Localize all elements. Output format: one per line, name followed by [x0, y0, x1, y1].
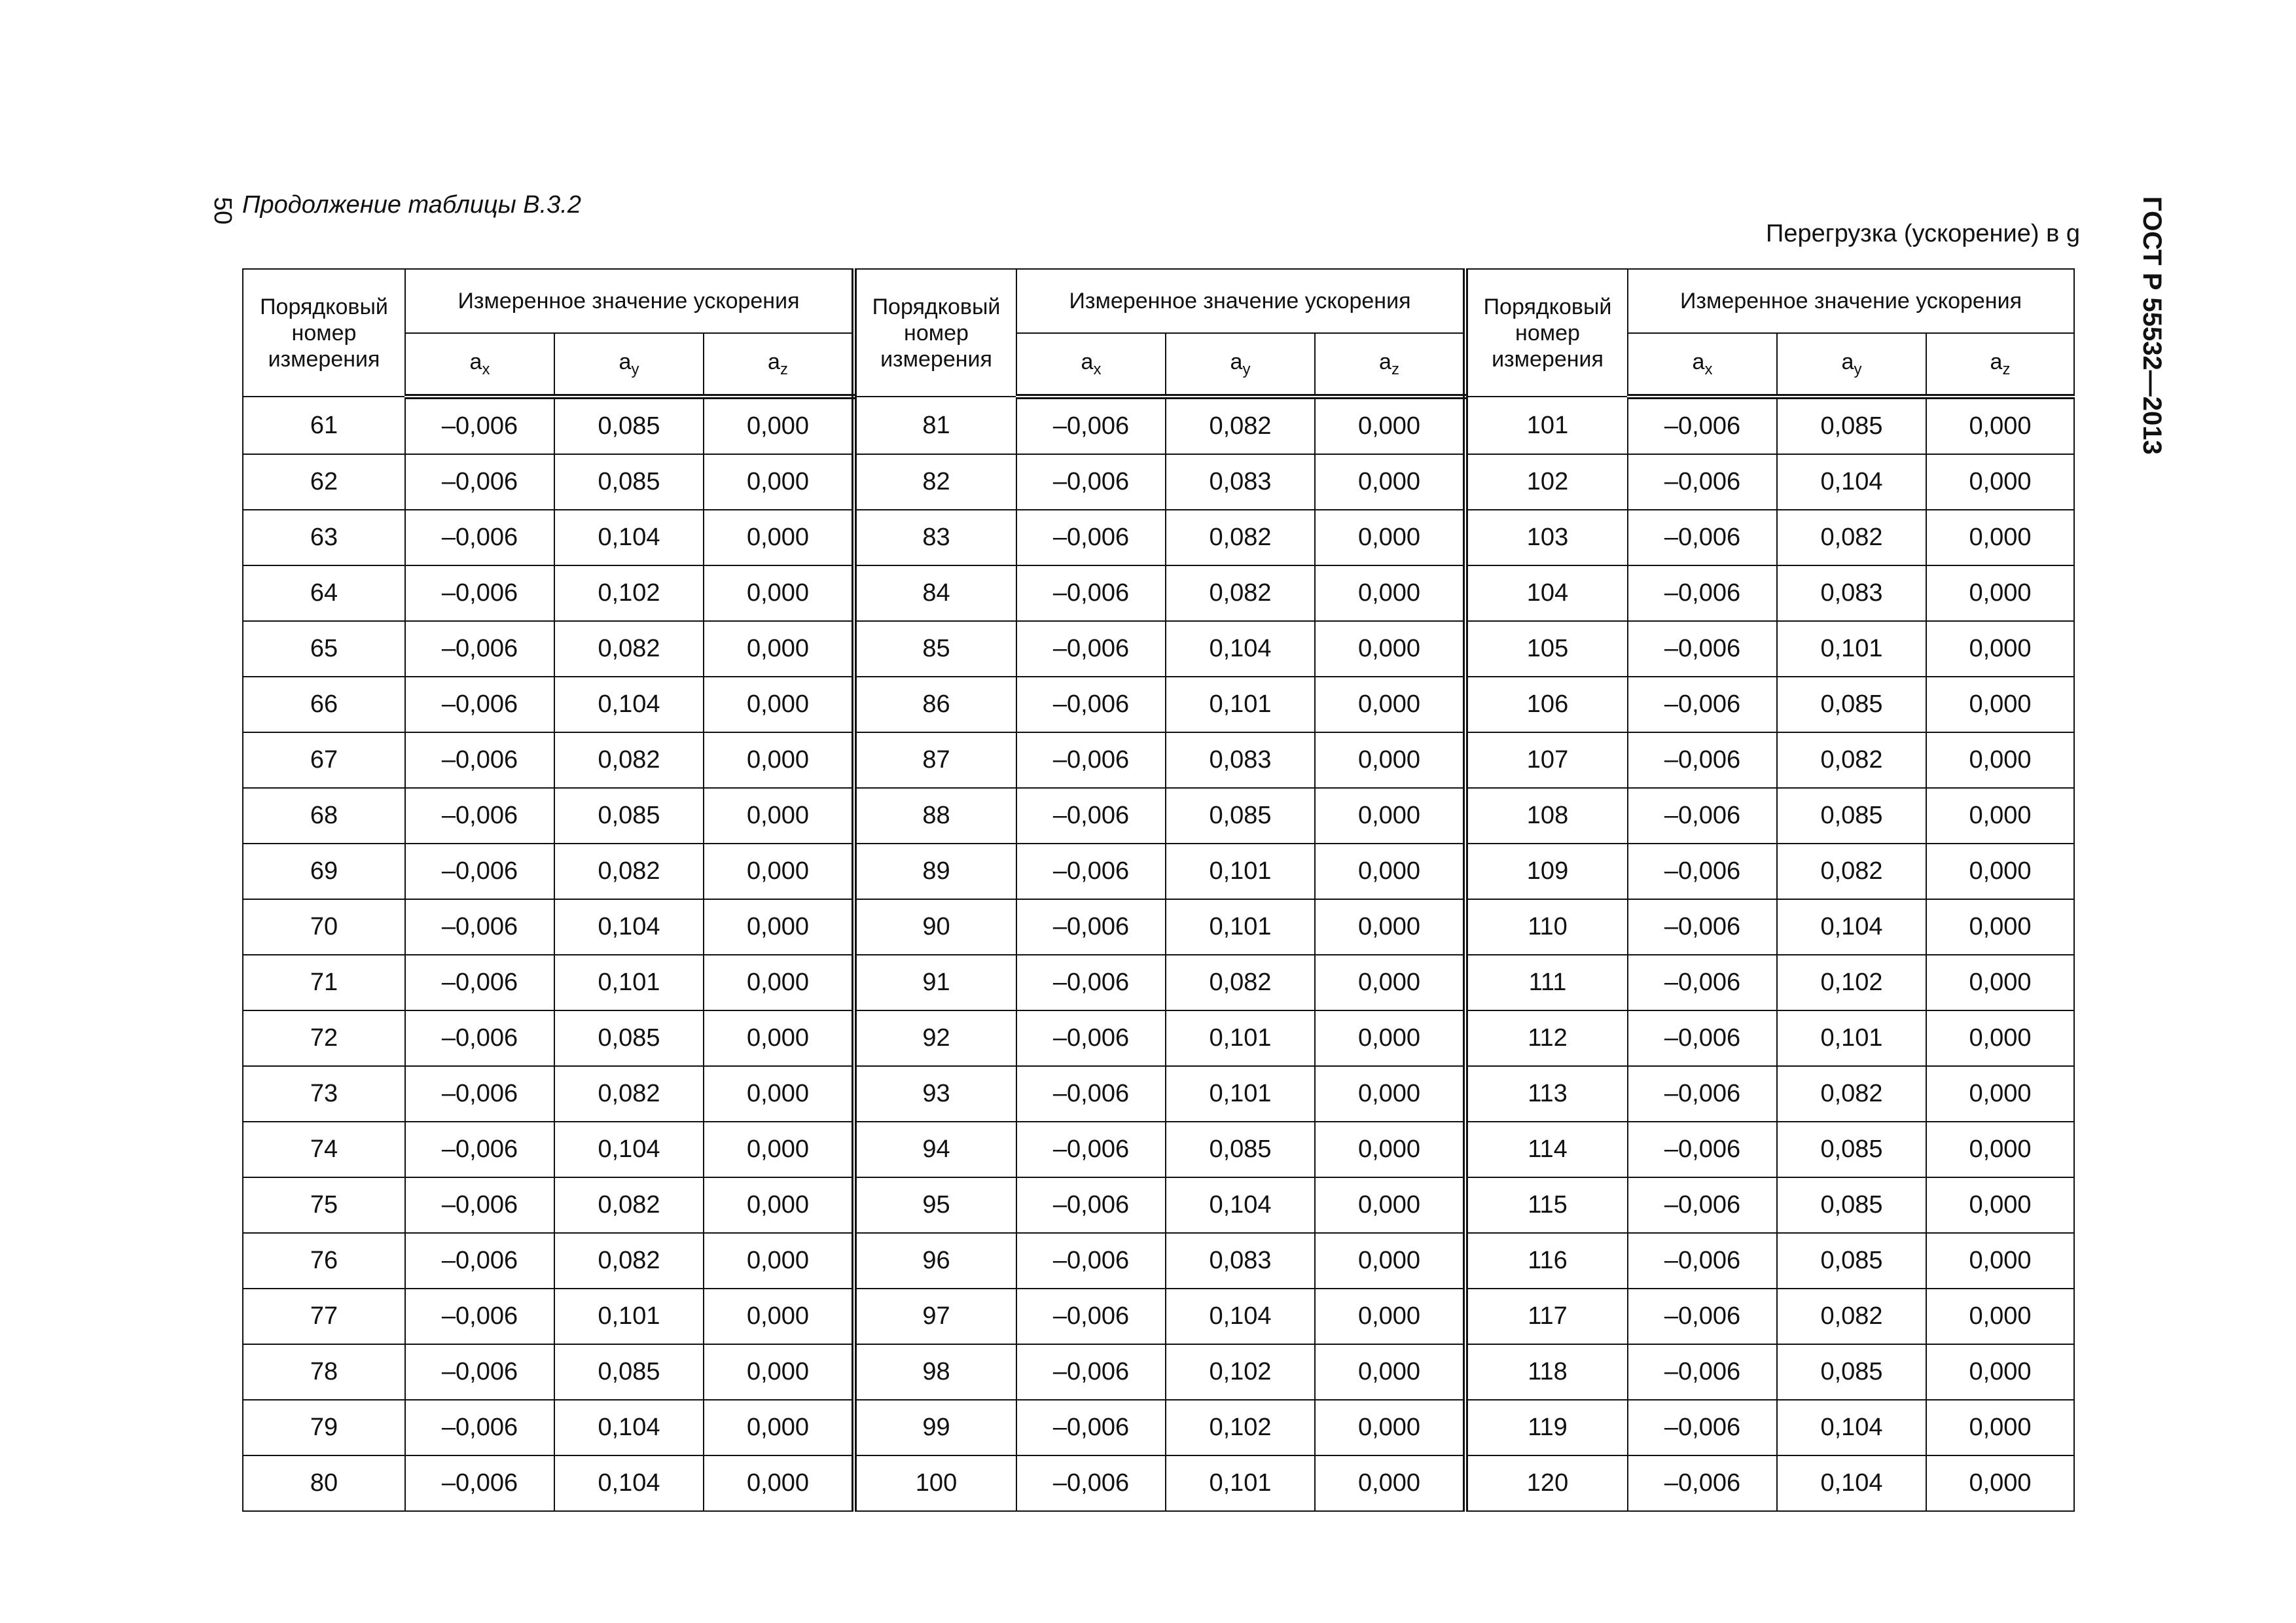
cell-block1-number: 74	[243, 1122, 405, 1177]
cell-block2-ax: –0,006	[1016, 1010, 1166, 1066]
cell-block1-ay: 0,104	[554, 510, 704, 565]
cell-block1-az: 0,000	[704, 1344, 854, 1400]
cell-block1-ay: 0,082	[554, 621, 704, 677]
cell-block2-number: 86	[854, 677, 1016, 732]
cell-block3-ay: 0,101	[1777, 1010, 1926, 1066]
cell-block2-ax: –0,006	[1016, 565, 1166, 621]
cell-block2-ax: –0,006	[1016, 1177, 1166, 1233]
table-row	[243, 621, 2074, 677]
cell-block3-az: 0,000	[1926, 397, 2074, 454]
cell-block3-number: 111	[1465, 955, 1628, 1010]
cell-block1-az: 0,000	[704, 899, 854, 955]
cell-block2-number: 94	[854, 1122, 1016, 1177]
cell-block3-ax: –0,006	[1628, 677, 1777, 732]
row-number-header: Порядковый номер измерения	[1465, 269, 1628, 397]
cell-block3-ax: –0,006	[1628, 1233, 1777, 1289]
cell-block1-ax: –0,006	[405, 1122, 554, 1177]
cell-block2-number: 91	[854, 955, 1016, 1010]
cell-block2-number: 92	[854, 1010, 1016, 1066]
table-row	[243, 1400, 2074, 1455]
cell-block1-ax: –0,006	[405, 397, 554, 454]
table-row	[243, 732, 2074, 788]
cell-block2-az: 0,000	[1315, 1010, 1465, 1066]
cell-block1-ay: 0,085	[554, 397, 704, 454]
cell-block2-ay: 0,101	[1166, 844, 1315, 899]
cell-block3-ay: 0,085	[1777, 1122, 1926, 1177]
cell-block2-ax: –0,006	[1016, 454, 1166, 510]
cell-block1-ay: 0,102	[554, 565, 704, 621]
cell-block1-az: 0,000	[704, 1066, 854, 1122]
cell-block1-ax: –0,006	[405, 1010, 554, 1066]
cell-block3-number: 101	[1465, 397, 1628, 454]
cell-block3-ax: –0,006	[1628, 1400, 1777, 1455]
table-row	[243, 677, 2074, 732]
cell-block3-az: 0,000	[1926, 454, 2074, 510]
cell-block2-number: 88	[854, 788, 1016, 844]
cell-block3-az: 0,000	[1926, 1177, 2074, 1233]
cell-block2-az: 0,000	[1315, 1177, 1465, 1233]
table-row	[243, 397, 2074, 454]
cell-block1-ay: 0,085	[554, 1010, 704, 1066]
cell-block2-number: 83	[854, 510, 1016, 565]
cell-block3-ay: 0,082	[1777, 844, 1926, 899]
cell-block2-ay: 0,104	[1166, 1289, 1315, 1344]
cell-block3-ay: 0,085	[1777, 397, 1926, 454]
cell-block3-az: 0,000	[1926, 1066, 2074, 1122]
cell-block3-number: 102	[1465, 454, 1628, 510]
table-row	[243, 1122, 2074, 1177]
cell-block2-number: 82	[854, 454, 1016, 510]
cell-block2-ax: –0,006	[1016, 510, 1166, 565]
table-body	[243, 397, 2074, 1511]
cell-block1-ax: –0,006	[405, 1289, 554, 1344]
cell-block2-ax: –0,006	[1016, 1289, 1166, 1344]
measurement-table	[242, 268, 2075, 1512]
header-row-axes	[243, 333, 2074, 397]
cell-block3-ax: –0,006	[1628, 510, 1777, 565]
cell-block2-ax: –0,006	[1016, 1455, 1166, 1511]
cell-block3-number: 106	[1465, 677, 1628, 732]
cell-block2-number: 95	[854, 1177, 1016, 1233]
row-number-header: Порядковый номер измерения	[854, 269, 1016, 397]
axis-header-y: $a_y$	[1777, 333, 1926, 397]
cell-block2-ay: 0,082	[1166, 397, 1315, 454]
axis-header-y: $a_y$	[1166, 333, 1315, 397]
table-continuation-caption: Продолжение таблицы В.3.2	[242, 191, 581, 219]
cell-block1-az: 0,000	[704, 1122, 854, 1177]
cell-block1-az: 0,000	[704, 1010, 854, 1066]
cell-block1-az: 0,000	[704, 955, 854, 1010]
cell-block1-az: 0,000	[704, 1177, 854, 1233]
cell-block1-number: 78	[243, 1344, 405, 1400]
cell-block1-number: 65	[243, 621, 405, 677]
cell-block3-number: 104	[1465, 565, 1628, 621]
cell-block2-ay: 0,101	[1166, 899, 1315, 955]
cell-block3-ax: –0,006	[1628, 788, 1777, 844]
table-row	[243, 844, 2074, 899]
cell-block3-ax: –0,006	[1628, 1455, 1777, 1511]
cell-block2-ay: 0,083	[1166, 1233, 1315, 1289]
cell-block3-ay: 0,104	[1777, 899, 1926, 955]
axis-header-x: $a_x$	[1016, 333, 1166, 397]
cell-block2-az: 0,000	[1315, 899, 1465, 955]
cell-block2-ay: 0,104	[1166, 621, 1315, 677]
cell-block3-ax: –0,006	[1628, 1344, 1777, 1400]
cell-block2-ax: –0,006	[1016, 788, 1166, 844]
cell-block1-number: 68	[243, 788, 405, 844]
cell-block1-ax: –0,006	[405, 955, 554, 1010]
cell-block3-ax: –0,006	[1628, 1066, 1777, 1122]
cell-block1-ax: –0,006	[405, 510, 554, 565]
cell-block3-number: 109	[1465, 844, 1628, 899]
cell-block1-number: 77	[243, 1289, 405, 1344]
cell-block1-ay: 0,104	[554, 677, 704, 732]
document-code: ГОСТ Р 55532—2013	[2138, 196, 2166, 455]
unit-caption: Перегрузка (ускорение) в g	[1766, 220, 2080, 247]
cell-block2-number: 85	[854, 621, 1016, 677]
cell-block2-ax: –0,006	[1016, 1122, 1166, 1177]
table-row	[243, 1289, 2074, 1344]
cell-block3-ax: –0,006	[1628, 732, 1777, 788]
cell-block1-ay: 0,082	[554, 732, 704, 788]
cell-block2-az: 0,000	[1315, 454, 1465, 510]
cell-block2-az: 0,000	[1315, 732, 1465, 788]
cell-block3-az: 0,000	[1926, 955, 2074, 1010]
cell-block1-ay: 0,082	[554, 1066, 704, 1122]
table-row	[243, 565, 2074, 621]
cell-block1-number: 67	[243, 732, 405, 788]
cell-block3-ay: 0,104	[1777, 1455, 1926, 1511]
table-row	[243, 1010, 2074, 1066]
cell-block1-ax: –0,006	[405, 621, 554, 677]
cell-block1-az: 0,000	[704, 844, 854, 899]
cell-block1-number: 66	[243, 677, 405, 732]
axis-header-z: $a_z$	[704, 333, 854, 397]
cell-block1-ax: –0,006	[405, 565, 554, 621]
cell-block1-ax: –0,006	[405, 1177, 554, 1233]
measurement-table-container	[242, 268, 2075, 1512]
cell-block2-number: 90	[854, 899, 1016, 955]
cell-block1-az: 0,000	[704, 788, 854, 844]
cell-block3-ay: 0,085	[1777, 677, 1926, 732]
cell-block3-ax: –0,006	[1628, 454, 1777, 510]
table-row	[243, 788, 2074, 844]
axis-header-y: $a_y$	[554, 333, 704, 397]
cell-block3-number: 112	[1465, 1010, 1628, 1066]
cell-block2-az: 0,000	[1315, 621, 1465, 677]
cell-block3-ax: –0,006	[1628, 955, 1777, 1010]
row-number-header: Порядковый номер измерения	[243, 269, 405, 397]
cell-block1-az: 0,000	[704, 565, 854, 621]
cell-block1-ax: –0,006	[405, 1066, 554, 1122]
table-row	[243, 454, 2074, 510]
cell-block1-ay: 0,104	[554, 1455, 704, 1511]
cell-block3-az: 0,000	[1926, 1233, 2074, 1289]
cell-block3-az: 0,000	[1926, 899, 2074, 955]
axis-header-z: $a_z$	[1315, 333, 1465, 397]
cell-block2-az: 0,000	[1315, 1233, 1465, 1289]
cell-block1-az: 0,000	[704, 1455, 854, 1511]
cell-block3-ay: 0,101	[1777, 621, 1926, 677]
cell-block3-az: 0,000	[1926, 788, 2074, 844]
cell-block1-ay: 0,085	[554, 788, 704, 844]
cell-block3-az: 0,000	[1926, 732, 2074, 788]
cell-block3-az: 0,000	[1926, 1455, 2074, 1511]
cell-block1-ax: –0,006	[405, 1455, 554, 1511]
cell-block3-number: 118	[1465, 1344, 1628, 1400]
cell-block1-az: 0,000	[704, 1233, 854, 1289]
cell-block2-number: 96	[854, 1233, 1016, 1289]
table-row	[243, 1066, 2074, 1122]
cell-block1-number: 79	[243, 1400, 405, 1455]
cell-block2-number: 93	[854, 1066, 1016, 1122]
cell-block2-ax: –0,006	[1016, 1344, 1166, 1400]
table-row	[243, 1177, 2074, 1233]
cell-block2-ay: 0,085	[1166, 1122, 1315, 1177]
table-row	[243, 510, 2074, 565]
cell-block2-ax: –0,006	[1016, 1066, 1166, 1122]
cell-block1-number: 71	[243, 955, 405, 1010]
cell-block3-ay: 0,082	[1777, 1066, 1926, 1122]
cell-block1-ay: 0,101	[554, 955, 704, 1010]
cell-block2-ax: –0,006	[1016, 732, 1166, 788]
cell-block3-number: 114	[1465, 1122, 1628, 1177]
cell-block3-ay: 0,085	[1777, 788, 1926, 844]
cell-block1-ax: –0,006	[405, 454, 554, 510]
cell-block2-ay: 0,102	[1166, 1400, 1315, 1455]
cell-block3-az: 0,000	[1926, 1122, 2074, 1177]
cell-block1-ay: 0,104	[554, 899, 704, 955]
cell-block3-number: 108	[1465, 788, 1628, 844]
header-row-top	[243, 269, 2074, 333]
cell-block1-ay: 0,082	[554, 1233, 704, 1289]
cell-block2-az: 0,000	[1315, 955, 1465, 1010]
cell-block3-ax: –0,006	[1628, 397, 1777, 454]
cell-block3-az: 0,000	[1926, 677, 2074, 732]
cell-block1-number: 76	[243, 1233, 405, 1289]
table-row	[243, 1233, 2074, 1289]
cell-block3-number: 117	[1465, 1289, 1628, 1344]
cell-block3-number: 103	[1465, 510, 1628, 565]
cell-block1-ax: –0,006	[405, 1400, 554, 1455]
cell-block1-az: 0,000	[704, 1289, 854, 1344]
cell-block1-az: 0,000	[704, 454, 854, 510]
cell-block1-ax: –0,006	[405, 732, 554, 788]
cell-block1-ax: –0,006	[405, 844, 554, 899]
acceleration-group-header: Измеренное значение ускорения	[405, 269, 854, 333]
cell-block2-ax: –0,006	[1016, 1233, 1166, 1289]
cell-block3-ax: –0,006	[1628, 899, 1777, 955]
cell-block2-ay: 0,082	[1166, 565, 1315, 621]
cell-block3-number: 115	[1465, 1177, 1628, 1233]
cell-block2-ax: –0,006	[1016, 621, 1166, 677]
cell-block1-ax: –0,006	[405, 677, 554, 732]
cell-block1-ay: 0,104	[554, 1122, 704, 1177]
axis-header-x: $a_x$	[405, 333, 554, 397]
cell-block1-az: 0,000	[704, 397, 854, 454]
cell-block1-az: 0,000	[704, 510, 854, 565]
cell-block1-ay: 0,101	[554, 1289, 704, 1344]
cell-block3-ay: 0,082	[1777, 732, 1926, 788]
cell-block2-ay: 0,101	[1166, 1010, 1315, 1066]
cell-block3-number: 119	[1465, 1400, 1628, 1455]
table-row	[243, 955, 2074, 1010]
cell-block2-ay: 0,082	[1166, 955, 1315, 1010]
cell-block2-ay: 0,101	[1166, 1455, 1315, 1511]
cell-block3-ay: 0,085	[1777, 1177, 1926, 1233]
cell-block2-az: 0,000	[1315, 1289, 1465, 1344]
cell-block2-number: 84	[854, 565, 1016, 621]
cell-block1-ax: –0,006	[405, 899, 554, 955]
cell-block1-number: 62	[243, 454, 405, 510]
cell-block2-ax: –0,006	[1016, 844, 1166, 899]
cell-block3-number: 105	[1465, 621, 1628, 677]
cell-block3-ax: –0,006	[1628, 1010, 1777, 1066]
cell-block3-ay: 0,082	[1777, 510, 1926, 565]
cell-block3-ax: –0,006	[1628, 1289, 1777, 1344]
axis-header-z: $a_z$	[1926, 333, 2074, 397]
cell-block2-ay: 0,104	[1166, 1177, 1315, 1233]
cell-block2-az: 0,000	[1315, 788, 1465, 844]
cell-block1-number: 80	[243, 1455, 405, 1511]
cell-block1-az: 0,000	[704, 621, 854, 677]
cell-block2-az: 0,000	[1315, 1122, 1465, 1177]
cell-block1-number: 72	[243, 1010, 405, 1066]
cell-block3-number: 113	[1465, 1066, 1628, 1122]
cell-block1-ay: 0,085	[554, 1344, 704, 1400]
cell-block1-number: 69	[243, 844, 405, 899]
cell-block3-az: 0,000	[1926, 1010, 2074, 1066]
axis-header-x: $a_x$	[1628, 333, 1777, 397]
cell-block1-number: 75	[243, 1177, 405, 1233]
cell-block2-az: 0,000	[1315, 1344, 1465, 1400]
cell-block1-ay: 0,085	[554, 454, 704, 510]
cell-block1-az: 0,000	[704, 677, 854, 732]
cell-block2-ay: 0,085	[1166, 788, 1315, 844]
cell-block1-number: 70	[243, 899, 405, 955]
table-row	[243, 1455, 2074, 1511]
cell-block2-number: 87	[854, 732, 1016, 788]
cell-block3-ay: 0,085	[1777, 1233, 1926, 1289]
cell-block3-ay: 0,104	[1777, 1400, 1926, 1455]
cell-block2-ax: –0,006	[1016, 677, 1166, 732]
cell-block3-az: 0,000	[1926, 1344, 2074, 1400]
cell-block3-ay: 0,083	[1777, 565, 1926, 621]
cell-block1-number: 64	[243, 565, 405, 621]
cell-block1-ay: 0,082	[554, 844, 704, 899]
cell-block2-az: 0,000	[1315, 1400, 1465, 1455]
cell-block2-ax: –0,006	[1016, 899, 1166, 955]
cell-block3-ax: –0,006	[1628, 565, 1777, 621]
cell-block2-az: 0,000	[1315, 510, 1465, 565]
cell-block3-number: 120	[1465, 1455, 1628, 1511]
cell-block2-az: 0,000	[1315, 397, 1465, 454]
cell-block3-az: 0,000	[1926, 844, 2074, 899]
cell-block3-number: 116	[1465, 1233, 1628, 1289]
cell-block3-az: 0,000	[1926, 1400, 2074, 1455]
cell-block2-number: 97	[854, 1289, 1016, 1344]
cell-block1-ay: 0,104	[554, 1400, 704, 1455]
cell-block1-ax: –0,006	[405, 788, 554, 844]
cell-block3-ax: –0,006	[1628, 1177, 1777, 1233]
cell-block3-ax: –0,006	[1628, 1122, 1777, 1177]
acceleration-group-header: Измеренное значение ускорения	[1628, 269, 2074, 333]
cell-block2-az: 0,000	[1315, 565, 1465, 621]
cell-block3-ax: –0,006	[1628, 621, 1777, 677]
cell-block2-ay: 0,101	[1166, 1066, 1315, 1122]
cell-block2-az: 0,000	[1315, 844, 1465, 899]
page-number: 50	[209, 196, 236, 225]
cell-block2-ay: 0,101	[1166, 677, 1315, 732]
cell-block2-az: 0,000	[1315, 677, 1465, 732]
cell-block2-ay: 0,102	[1166, 1344, 1315, 1400]
cell-block3-ay: 0,085	[1777, 1344, 1926, 1400]
cell-block1-ay: 0,082	[554, 1177, 704, 1233]
cell-block1-number: 63	[243, 510, 405, 565]
cell-block3-az: 0,000	[1926, 1289, 2074, 1344]
cell-block3-az: 0,000	[1926, 565, 2074, 621]
cell-block2-ax: –0,006	[1016, 1400, 1166, 1455]
acceleration-group-header: Измеренное значение ускорения	[1016, 269, 1465, 333]
cell-block2-number: 100	[854, 1455, 1016, 1511]
cell-block3-ay: 0,104	[1777, 454, 1926, 510]
cell-block3-number: 107	[1465, 732, 1628, 788]
cell-block1-number: 61	[243, 397, 405, 454]
cell-block3-number: 110	[1465, 899, 1628, 955]
cell-block3-ay: 0,082	[1777, 1289, 1926, 1344]
cell-block2-number: 89	[854, 844, 1016, 899]
cell-block3-az: 0,000	[1926, 621, 2074, 677]
cell-block2-az: 0,000	[1315, 1455, 1465, 1511]
cell-block2-ax: –0,006	[1016, 397, 1166, 454]
cell-block2-number: 81	[854, 397, 1016, 454]
cell-block2-ay: 0,083	[1166, 454, 1315, 510]
cell-block3-ax: –0,006	[1628, 844, 1777, 899]
cell-block2-az: 0,000	[1315, 1066, 1465, 1122]
cell-block1-number: 73	[243, 1066, 405, 1122]
table-row	[243, 1344, 2074, 1400]
cell-block2-number: 98	[854, 1344, 1016, 1400]
cell-block1-az: 0,000	[704, 1400, 854, 1455]
cell-block3-ay: 0,102	[1777, 955, 1926, 1010]
cell-block1-az: 0,000	[704, 732, 854, 788]
cell-block3-az: 0,000	[1926, 510, 2074, 565]
cell-block2-number: 99	[854, 1400, 1016, 1455]
cell-block2-ay: 0,083	[1166, 732, 1315, 788]
cell-block1-ax: –0,006	[405, 1344, 554, 1400]
cell-block2-ax: –0,006	[1016, 955, 1166, 1010]
table-row	[243, 899, 2074, 955]
cell-block1-ax: –0,006	[405, 1233, 554, 1289]
cell-block2-ay: 0,082	[1166, 510, 1315, 565]
